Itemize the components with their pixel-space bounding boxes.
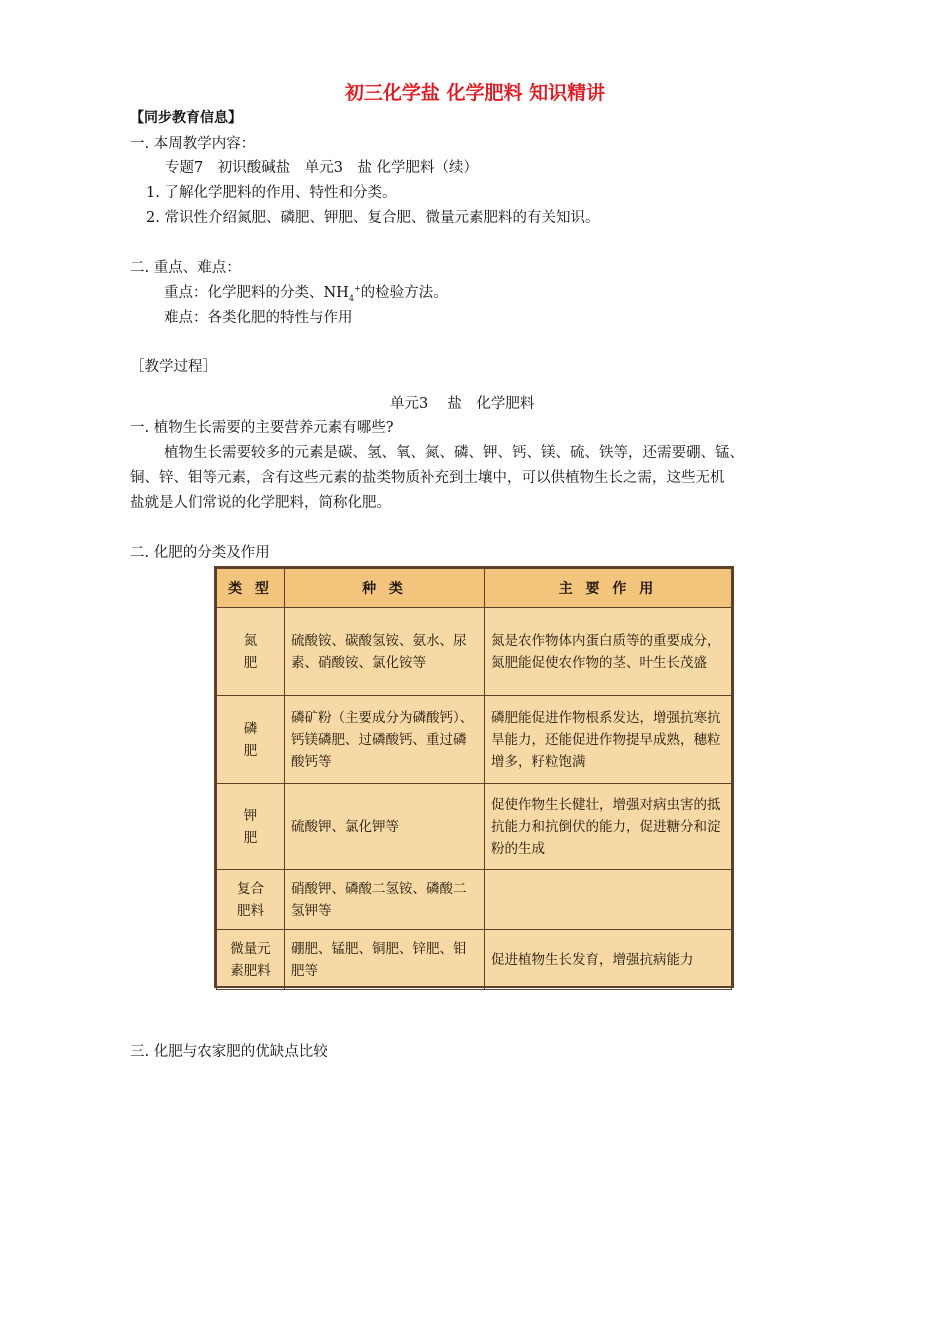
cell-type: 复合 肥料 (217, 870, 285, 930)
cell-effect: 促使作物生长健壮，增强对病虫害的抵抗能力和抗倒伏的能力，促进糖分和淀粉的生成 (485, 784, 732, 870)
key-point-superscript: + (353, 284, 361, 294)
cell-kinds: 硫酸钾、氯化钾等 (285, 784, 485, 870)
fertilizer-table (216, 568, 732, 990)
q1-paragraph-line-1: 植物生长需要较多的元素是碳、氢、氧、氮、磷、钾、钙、镁、硫、铁等，还需要硼、锰、 (164, 445, 744, 461)
table-row (217, 930, 732, 990)
cell-effect: 促进植物生长发育，增强抗病能力 (485, 930, 732, 990)
part2-key-point (164, 283, 448, 303)
process-header: ［教学过程］ (130, 359, 217, 375)
header-effect: 主 要 作 用 (485, 569, 732, 608)
table-row (217, 784, 732, 870)
cell-kinds: 硼肥、锰肥、铜肥、锌肥、钼肥等 (285, 930, 485, 990)
table-row (217, 608, 732, 696)
table-header-row (217, 569, 732, 608)
header-kinds: 种 类 (285, 569, 485, 608)
key-point-suffix: 的检验方法。 (360, 285, 448, 301)
part1-item-2: 2. 常识性介绍氮肥、磷肥、钾肥、复合肥、微量元素肥料的有关知识。 (146, 210, 600, 226)
cell-kinds: 硫酸铵、碳酸氢铵、氨水、尿素、硝酸铵、氯化铵等 (285, 608, 485, 696)
unit-title: 单元3 盐 化学肥料 (390, 396, 535, 412)
part2-difficulty: 难点：各类化肥的特性与作用 (164, 310, 353, 326)
cell-effect: 磷肥能促进作物根系发达，增强抗寒抗旱能力，还能促进作物提早成熟，穗粒增多，籽粒饱满 (485, 696, 732, 784)
cell-type: 磷 肥 (217, 696, 285, 784)
cell-type: 氮 肥 (217, 608, 285, 696)
q1-paragraph-line-2: 铜、锌、钼等元素，含有这些元素的盐类物质补充到土壤中，可以供植物生长之需，这些无机 (130, 470, 725, 486)
q2-heading: 二. 化肥的分类及作用 (130, 545, 270, 561)
cell-type: 微量元 素肥料 (217, 930, 285, 990)
fertilizer-table-image (214, 566, 734, 988)
cell-effect (485, 870, 732, 930)
cell-type: 钾 肥 (217, 784, 285, 870)
table-row (217, 696, 732, 784)
document-title: 初三化学盐 化学肥料 知识精讲 (344, 82, 606, 104)
q1-paragraph-line-3: 盐就是人们常说的化学肥料，简称化肥。 (130, 495, 391, 511)
cell-kinds: 硝酸钾、磷酸二氢铵、磷酸二氢钾等 (285, 870, 485, 930)
part2-heading: 二. 重点、难点： (130, 260, 241, 276)
q1-heading: 一. 植物生长需要的主要营养元素有哪些? (130, 420, 394, 436)
part1-heading: 一. 本周教学内容： (130, 136, 256, 152)
q3-heading: 三. 化肥与农家肥的优缺点比较 (130, 1044, 328, 1060)
key-point-subscript: 4 (348, 293, 354, 303)
header-type: 类 型 (217, 569, 285, 608)
part1-topic: 专题7 初识酸碱盐 单元3 盐 化学肥料（续） (165, 160, 479, 176)
section-header: 【同步教育信息】 (130, 110, 242, 126)
table-row (217, 870, 732, 930)
part1-item-1: 1. 了解化学肥料的作用、特性和分类。 (146, 185, 397, 201)
key-point-prefix: 重点：化学肥料的分类、NH (164, 285, 349, 301)
cell-kinds: 磷矿粉（主要成分为磷酸钙）、钙镁磷肥、过磷酸钙、重过磷酸钙等 (285, 696, 485, 784)
cell-effect: 氮是农作物体内蛋白质等的重要成分，氮肥能促使农作物的茎、叶生长茂盛 (485, 608, 732, 696)
